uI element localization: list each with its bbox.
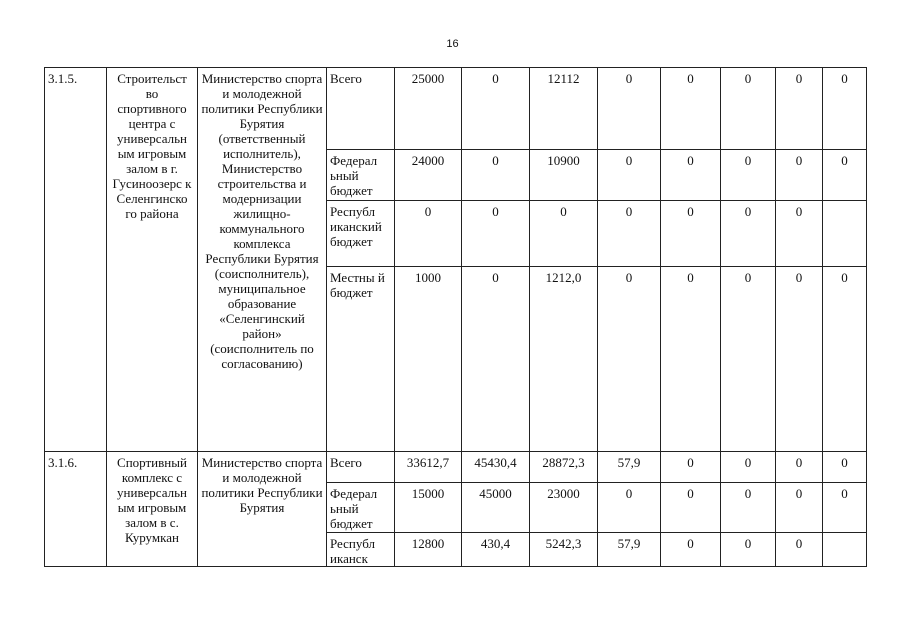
budget-table (44, 67, 867, 567)
row-code: 3.1.6. (45, 452, 107, 567)
row-code: 3.1.5. (45, 68, 107, 452)
funding-source: Федерал ьный бюджет (327, 483, 395, 533)
value-cell: 0 (661, 452, 721, 483)
value-cell: 0 (721, 533, 776, 567)
table-row (45, 452, 867, 483)
value-cell: 430,4 (462, 533, 530, 567)
value-cell: 0 (776, 150, 823, 201)
value-cell: 33612,7 (395, 452, 462, 483)
funding-source: Республ иканск (327, 533, 395, 567)
value-cell: 0 (598, 267, 661, 452)
value-cell: 57,9 (598, 533, 661, 567)
value-cell: 0 (462, 201, 530, 267)
value-cell: 0 (661, 150, 721, 201)
value-cell: 57,9 (598, 452, 661, 483)
value-cell: 0 (823, 452, 867, 483)
value-cell: 0 (721, 452, 776, 483)
value-cell: 0 (776, 483, 823, 533)
row-name: Строительст во спортивного центра с универсальн ым игровым залом в г. Гусиноозерс к Селенгинско го района (107, 68, 198, 452)
value-cell: 0 (661, 267, 721, 452)
value-cell: 0 (462, 267, 530, 452)
value-cell: 0 (661, 483, 721, 533)
value-cell: 0 (598, 201, 661, 267)
value-cell (823, 201, 867, 267)
value-cell: 1000 (395, 267, 462, 452)
value-cell: 0 (721, 267, 776, 452)
value-cell: 0 (721, 483, 776, 533)
value-cell: 23000 (530, 483, 598, 533)
value-cell: 0 (462, 68, 530, 150)
value-cell: 25000 (395, 68, 462, 150)
value-cell: 12800 (395, 533, 462, 567)
value-cell: 0 (598, 68, 661, 150)
value-cell: 0 (395, 201, 462, 267)
value-cell: 15000 (395, 483, 462, 533)
value-cell (823, 533, 867, 567)
value-cell: 0 (776, 533, 823, 567)
value-cell: 0 (776, 68, 823, 150)
value-cell: 0 (462, 150, 530, 201)
value-cell: 0 (776, 267, 823, 452)
value-cell: 1212,0 (530, 267, 598, 452)
row-executor: Министерство спорта и молодежной политики Республики Бурятия (ответственный исполнитель), Министерство строительства и модернизации жилищно-коммунального комплекса Республики Бурятия (соисполнитель), муниципальное образование «Селенгинский район» (соисполнитель по согласованию) (198, 68, 327, 452)
value-cell: 12112 (530, 68, 598, 150)
funding-source: Всего (327, 68, 395, 150)
value-cell: 0 (721, 150, 776, 201)
funding-source: Федерал ьный бюджет (327, 150, 395, 201)
value-cell: 24000 (395, 150, 462, 201)
value-cell: 0 (661, 533, 721, 567)
value-cell: 0 (823, 68, 867, 150)
value-cell: 0 (776, 452, 823, 483)
row-name: Спортивный комплекс с универсальн ым игровым залом в с. Курумкан (107, 452, 198, 567)
value-cell: 0 (661, 201, 721, 267)
value-cell: 0 (530, 201, 598, 267)
value-cell: 5242,3 (530, 533, 598, 567)
value-cell: 45430,4 (462, 452, 530, 483)
value-cell: 0 (776, 201, 823, 267)
row-executor: Министерство спорта и молодежной политики Республики Бурятия (198, 452, 327, 567)
value-cell: 0 (721, 68, 776, 150)
value-cell: 0 (661, 68, 721, 150)
funding-source: Всего (327, 452, 395, 483)
funding-source: Республ иканский бюджет (327, 201, 395, 267)
value-cell: 0 (598, 150, 661, 201)
funding-source: Местны й бюджет (327, 267, 395, 452)
value-cell: 10900 (530, 150, 598, 201)
value-cell: 28872,3 (530, 452, 598, 483)
value-cell: 0 (598, 483, 661, 533)
value-cell: 0 (721, 201, 776, 267)
page-number: 16 (446, 38, 459, 50)
table-row (45, 68, 867, 150)
value-cell: 0 (823, 483, 867, 533)
value-cell: 45000 (462, 483, 530, 533)
value-cell: 0 (823, 150, 867, 201)
value-cell: 0 (823, 267, 867, 452)
